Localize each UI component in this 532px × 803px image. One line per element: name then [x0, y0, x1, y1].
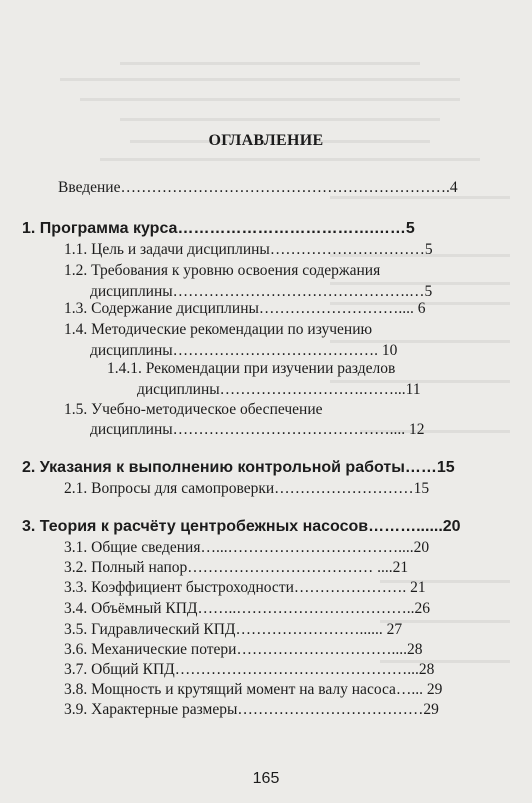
page-number: 165: [252, 770, 280, 787]
toc-entry-3-8: 3.8. Мощность и крутящий момент на валу насоса…... 29: [64, 681, 443, 698]
toc-section-2: 2. Указания к выполнению контрольной работы……15: [22, 459, 455, 476]
toc-entry-3-7: 3.7. Общий КПД………………………………………...28: [64, 661, 435, 678]
toc-entry-1-4: 1.4. Методические рекомендации по изучению: [64, 321, 373, 338]
toc-entry-1-1: 1.1. Цель и задачи дисциплины…………………………5: [64, 241, 433, 258]
toc-entry-3-3: 3.3. Коэффициент быстроходности…………………. 21: [64, 579, 426, 596]
toc-entry-1-5: 1.5. Учебно-методическое обеспечение: [64, 401, 323, 418]
toc-entry-3-9: 3.9. Характерные размеры………………………………29: [64, 701, 439, 718]
toc-entry-3-6: 3.6. Механические потери…………………………....28: [64, 641, 423, 658]
toc-entry-1-3: 1.3. Содержание дисциплины……………………….... 6: [64, 300, 426, 317]
toc-entry-1-4-1: 1.4.1. Рекомендации при изучении разделов: [107, 360, 396, 377]
toc-entry-1-2-cont: дисциплины……………………………………….…5: [90, 283, 433, 300]
toc-entry-3-5: 3.5. Гидравлический КПД……………………...... 27: [64, 621, 403, 638]
toc-section-3: 3. Теория к расчёту центробежных насосов………......20: [22, 518, 461, 535]
toc-entry-1-4-cont: дисциплины…………………………………. 10: [90, 342, 398, 359]
toc-title: ОГЛАВЛЕНИЕ: [208, 132, 324, 149]
toc-section-1: 1. Программа курса……………………………….……5: [22, 220, 415, 237]
toc-entry-1-5-cont: дисциплины…………………………………….... 12: [90, 421, 425, 438]
toc-entry-3-4: 3.4. Объёмный КПД……..……………………………..26: [64, 600, 431, 617]
toc-entry-intro: Введение……………………………………………………….4: [58, 179, 458, 196]
toc-entry-3-1: 3.1. Общие сведения…...……………………………....20: [64, 539, 430, 556]
toc-entry-1-4-1-cont: дисциплины……………………….……...11: [137, 381, 421, 398]
toc-entry-1-2: 1.2. Требования к уровню освоения содержания: [64, 262, 381, 279]
toc-entry-2-1: 2.1. Вопросы для самопроверки………………………15: [64, 480, 430, 497]
toc-entry-3-2: 3.2. Полный напор……………………………… ....21: [64, 559, 409, 576]
